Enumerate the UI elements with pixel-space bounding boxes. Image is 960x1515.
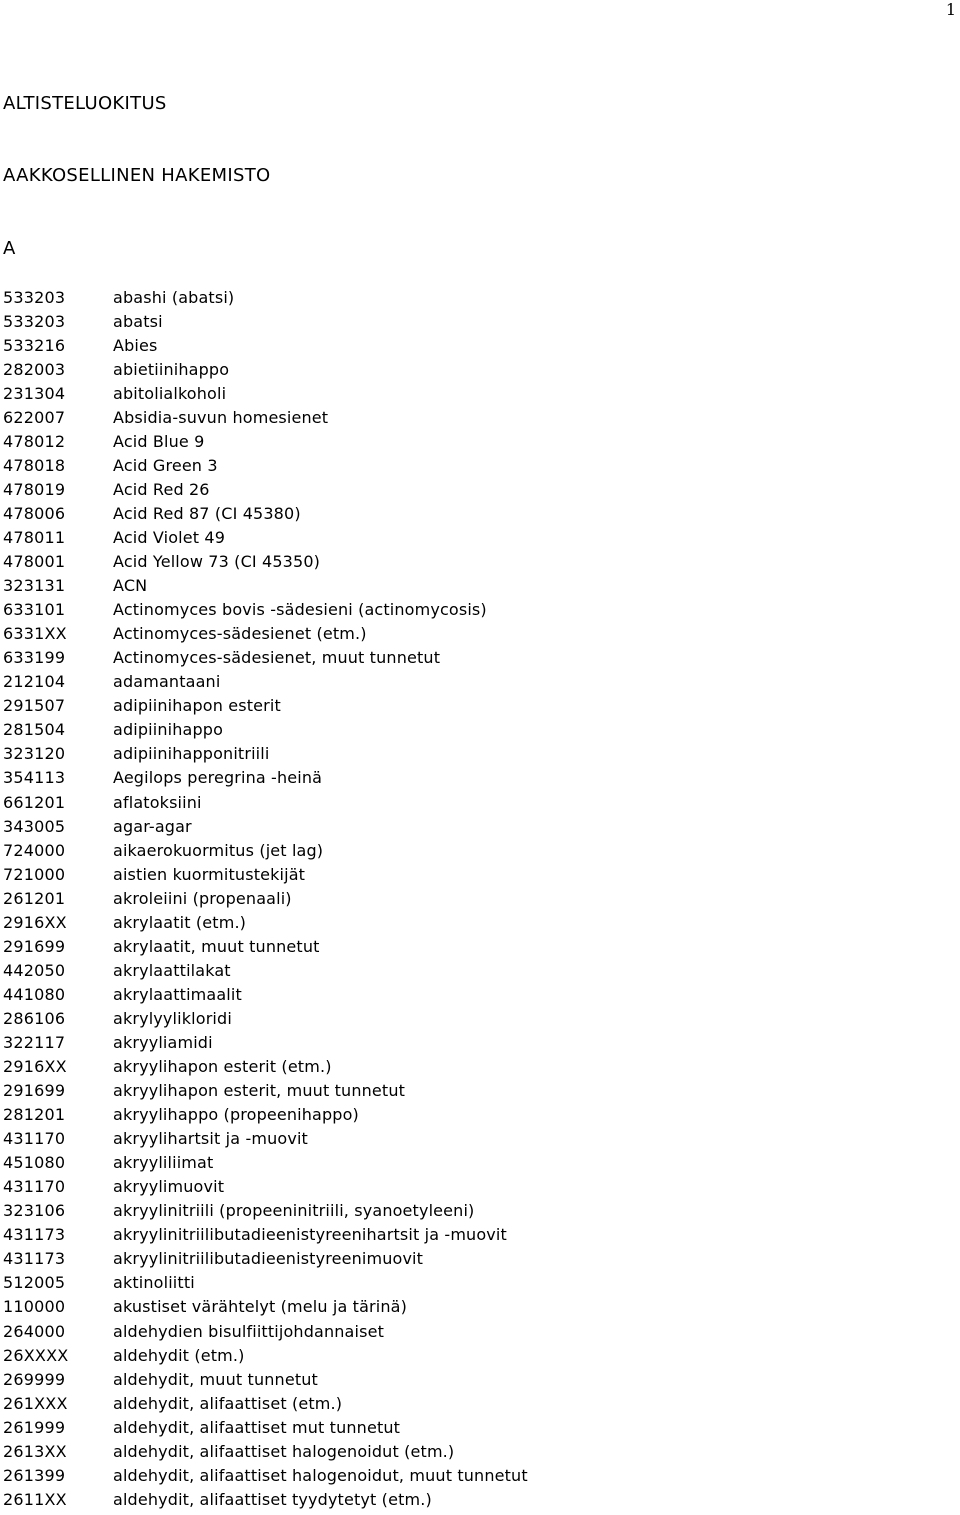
entry-term: akrylaatit (etm.) xyxy=(113,912,247,932)
index-entry xyxy=(3,1055,528,1079)
entry-term: akustiset värähtelyt (melu ja tärinä) xyxy=(113,1297,408,1317)
entry-code: 323131 xyxy=(3,576,66,596)
entry-term: ACN xyxy=(113,576,148,596)
index-entry xyxy=(3,910,528,934)
entry-code: 261XXX xyxy=(3,1393,68,1413)
index-entry xyxy=(3,862,528,886)
entry-term: aflatoksiini xyxy=(113,792,202,812)
entry-term: akryylihapon esterit, muut tunnetut xyxy=(113,1081,406,1101)
entry-term: adipiinihapponitriili xyxy=(113,744,270,764)
entry-code: 110000 xyxy=(3,1297,66,1317)
index-entry xyxy=(3,1247,528,1271)
entry-code: 282003 xyxy=(3,359,66,379)
entry-code: 281504 xyxy=(3,720,66,740)
entry-code: 441080 xyxy=(3,984,66,1004)
index-entry xyxy=(3,766,528,790)
index-entry xyxy=(3,285,528,309)
entry-code: 431173 xyxy=(3,1225,66,1245)
entry-term: akryyliamidi xyxy=(113,1032,213,1052)
index-entry xyxy=(3,886,528,910)
entry-term: Absidia-suvun homesienet xyxy=(113,407,329,427)
entry-code: 661201 xyxy=(3,792,66,812)
entry-term: Abies xyxy=(113,335,158,355)
entry-code: 478019 xyxy=(3,479,66,499)
entry-code: 291699 xyxy=(3,936,66,956)
entry-code: 26XXXX xyxy=(3,1345,69,1365)
index-entry xyxy=(3,1199,528,1223)
entry-code: 2916XX xyxy=(3,1057,67,1077)
entry-term: akryyliliimat xyxy=(113,1153,214,1173)
entry-term: akryylinitriilibutadieenistyreenihartsit ja -muovit xyxy=(113,1225,507,1245)
index-entry xyxy=(3,790,528,814)
index-entry xyxy=(3,1295,528,1319)
entry-term: akrylaattilakat xyxy=(113,960,231,980)
index-entry xyxy=(3,1079,528,1103)
entry-code: 478001 xyxy=(3,552,66,572)
index-entry xyxy=(3,525,528,549)
index-entry xyxy=(3,1463,528,1487)
index-entry xyxy=(3,1439,528,1463)
entry-code: 261999 xyxy=(3,1417,66,1437)
entry-term: aistien kuormitustekijät xyxy=(113,864,306,884)
entry-code: 291699 xyxy=(3,1081,66,1101)
section-letter: A xyxy=(3,238,16,259)
entry-term: Acid Violet 49 xyxy=(113,527,226,547)
entry-code: 291507 xyxy=(3,696,66,716)
index-entry xyxy=(3,982,528,1006)
entry-code: 322117 xyxy=(3,1032,66,1052)
index-entry xyxy=(3,670,528,694)
entry-term: aktinoliitti xyxy=(113,1273,195,1293)
entry-code: 633101 xyxy=(3,600,66,620)
entry-term: abashi (abatsi) xyxy=(113,287,235,307)
entry-term: aldehydit, alifaattiset mut tunnetut xyxy=(113,1417,401,1437)
entry-term: agar-agar xyxy=(113,816,192,836)
index-entry xyxy=(3,1271,528,1295)
entry-code: 478018 xyxy=(3,455,66,475)
entry-code: 431173 xyxy=(3,1249,66,1269)
entry-term: abatsi xyxy=(113,311,163,331)
entry-code: 721000 xyxy=(3,864,66,884)
entry-term: Aegilops peregrina -heinä xyxy=(113,768,323,788)
entry-term: aldehydit, alifaattiset halogenoidut (etm.) xyxy=(113,1441,455,1461)
entry-term: abitolialkoholi xyxy=(113,383,227,403)
entry-code: 286106 xyxy=(3,1008,66,1028)
entry-code: 212104 xyxy=(3,672,66,692)
index-entry xyxy=(3,381,528,405)
index-entry xyxy=(3,622,528,646)
entry-code: 478006 xyxy=(3,503,66,523)
entry-code: 261399 xyxy=(3,1465,66,1485)
index-entry xyxy=(3,598,528,622)
entry-code: 512005 xyxy=(3,1273,66,1293)
document-subtitle: AAKKOSELLINEN HAKEMISTO xyxy=(3,165,271,186)
entry-code: 724000 xyxy=(3,840,66,860)
entry-term: akryylihapon esterit (etm.) xyxy=(113,1057,332,1077)
index-entry xyxy=(3,742,528,766)
entry-code: 269999 xyxy=(3,1369,66,1389)
entry-term: akryylinitriili (propeeninitriili, syanoetyleeni) xyxy=(113,1201,475,1221)
entry-code: 264000 xyxy=(3,1321,66,1341)
index-entry xyxy=(3,550,528,574)
entry-term: aldehydien bisulfiittijohdannaiset xyxy=(113,1321,384,1341)
entry-term: Acid Yellow 73 (CI 45350) xyxy=(113,552,321,572)
entry-term: Actinomyces-sädesienet (etm.) xyxy=(113,624,367,644)
index-entry xyxy=(3,1487,528,1511)
index-entry xyxy=(3,1103,528,1127)
entry-term: aldehydit, alifaattiset tyydytetyt (etm.) xyxy=(113,1489,432,1509)
entry-code: 323106 xyxy=(3,1201,66,1221)
entry-term: adipiinihappo xyxy=(113,720,224,740)
entry-term: aikaerokuormitus (jet lag) xyxy=(113,840,324,860)
index-entry xyxy=(3,477,528,501)
entry-code: 442050 xyxy=(3,960,66,980)
index-entry xyxy=(3,646,528,670)
index-list xyxy=(3,285,528,1511)
entry-term: aldehydit, muut tunnetut xyxy=(113,1369,318,1389)
document-title: ALTISTELUOKITUS xyxy=(3,93,167,114)
index-entry xyxy=(3,838,528,862)
entry-code: 533203 xyxy=(3,311,66,331)
entry-term: akryylihartsit ja -muovit xyxy=(113,1129,308,1149)
entry-code: 343005 xyxy=(3,816,66,836)
index-entry xyxy=(3,1175,528,1199)
entry-term: aldehydit, alifaattiset (etm.) xyxy=(113,1393,343,1413)
entry-code: 261201 xyxy=(3,888,66,908)
index-entry xyxy=(3,1030,528,1054)
entry-code: 633199 xyxy=(3,648,66,668)
index-entry xyxy=(3,718,528,742)
entry-term: adipiinihapon esterit xyxy=(113,696,281,716)
index-entry xyxy=(3,453,528,477)
entry-code: 478012 xyxy=(3,431,66,451)
index-entry xyxy=(3,574,528,598)
index-entry xyxy=(3,429,528,453)
entry-code: 2613XX xyxy=(3,1441,67,1461)
index-entry xyxy=(3,405,528,429)
index-entry xyxy=(3,309,528,333)
entry-term: akrylaatit, muut tunnetut xyxy=(113,936,320,956)
entry-term: akrylyylikloridi xyxy=(113,1008,232,1028)
entry-code: 431170 xyxy=(3,1129,66,1149)
entry-code: 323120 xyxy=(3,744,66,764)
entry-code: 431170 xyxy=(3,1177,66,1197)
index-entry xyxy=(3,333,528,357)
entry-term: Actinomyces bovis -sädesieni (actinomycosis) xyxy=(113,600,487,620)
index-entry xyxy=(3,958,528,982)
index-entry xyxy=(3,814,528,838)
index-entry xyxy=(3,1343,528,1367)
index-entry xyxy=(3,1415,528,1439)
entry-code: 451080 xyxy=(3,1153,66,1173)
index-entry xyxy=(3,1223,528,1247)
entry-code: 281201 xyxy=(3,1105,66,1125)
entry-code: 533216 xyxy=(3,335,66,355)
entry-term: Actinomyces-sädesienet, muut tunnetut xyxy=(113,648,441,668)
entry-code: 354113 xyxy=(3,768,66,788)
index-entry xyxy=(3,1127,528,1151)
entry-code: 622007 xyxy=(3,407,66,427)
index-entry xyxy=(3,694,528,718)
entry-term: akryylinitriilibutadieenistyreenimuovit xyxy=(113,1249,424,1269)
index-entry xyxy=(3,501,528,525)
entry-term: akryylihappo (propeenihappo) xyxy=(113,1105,359,1125)
index-entry xyxy=(3,357,528,381)
entry-term: Acid Red 26 xyxy=(113,479,210,499)
index-entry xyxy=(3,1319,528,1343)
index-entry xyxy=(3,1367,528,1391)
entry-code: 478011 xyxy=(3,527,66,547)
entry-term: adamantaani xyxy=(113,672,221,692)
index-entry xyxy=(3,1006,528,1030)
entry-term: aldehydit, alifaattiset halogenoidut, muut tunnetut xyxy=(113,1465,528,1485)
entry-term: aldehydit (etm.) xyxy=(113,1345,245,1365)
entry-code: 2611XX xyxy=(3,1489,67,1509)
index-entry xyxy=(3,1391,528,1415)
entry-code: 2916XX xyxy=(3,912,67,932)
page-number: 1 xyxy=(945,0,956,19)
index-entry xyxy=(3,934,528,958)
index-entry xyxy=(3,1151,528,1175)
entry-code: 231304 xyxy=(3,383,66,403)
entry-code: 6331XX xyxy=(3,624,67,644)
entry-term: Acid Red 87 (CI 45380) xyxy=(113,503,301,523)
entry-term: akrylaattimaalit xyxy=(113,984,242,1004)
entry-term: abietiinihappo xyxy=(113,359,230,379)
entry-term: akryylimuovit xyxy=(113,1177,225,1197)
entry-code: 533203 xyxy=(3,287,66,307)
entry-term: Acid Blue 9 xyxy=(113,431,205,451)
entry-term: Acid Green 3 xyxy=(113,455,218,475)
entry-term: akroleiini (propenaali) xyxy=(113,888,292,908)
